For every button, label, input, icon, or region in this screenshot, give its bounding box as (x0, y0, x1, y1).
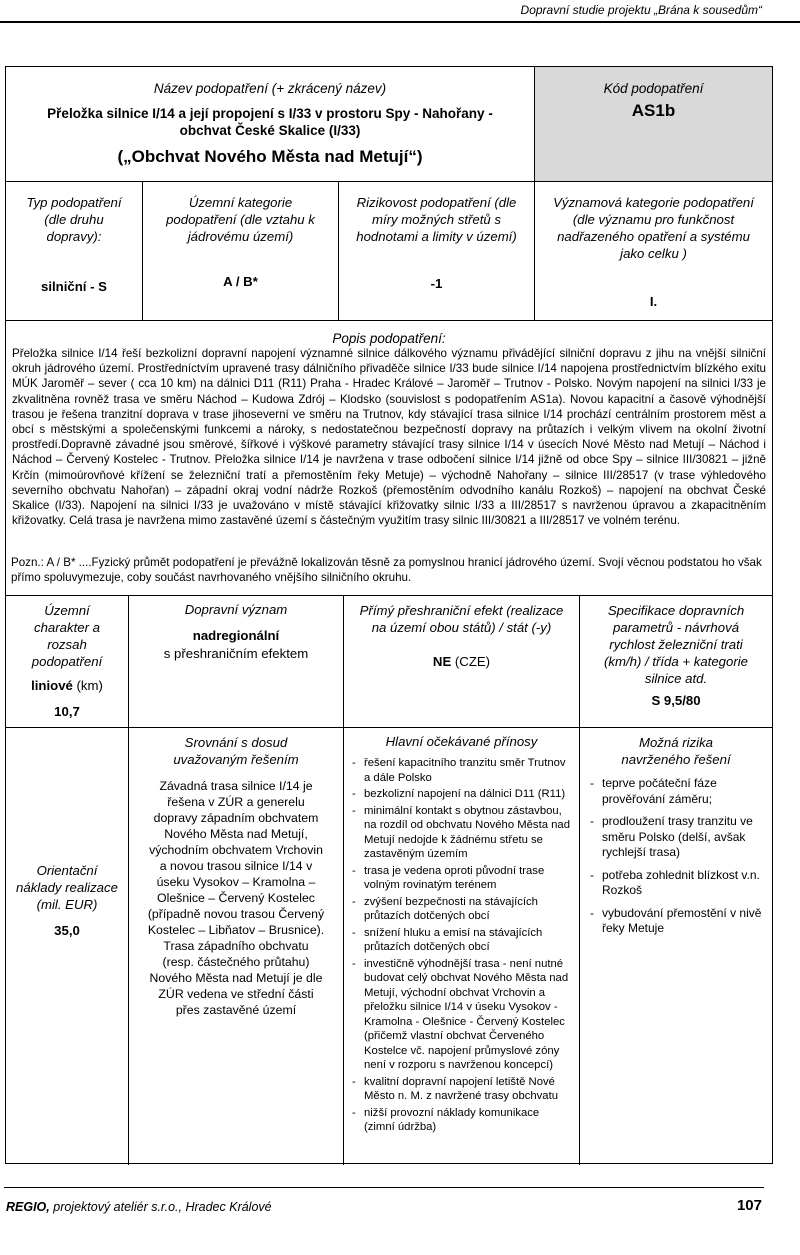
name-label: Název podopatření (+ zkrácený název) (153, 81, 387, 96)
measure-code: AS1b (631, 101, 676, 120)
transport-meaning-cell (129, 596, 343, 727)
code-cell (535, 67, 772, 181)
benefits-list (348, 756, 571, 1135)
description-heading: Popis podopatření: (332, 331, 446, 346)
crossborder-answer: NE (432, 654, 452, 669)
benefit-item: - kvalitní dopravní napojení letiště Nové Město n. M. z navržené trasy obchvatu (348, 1075, 571, 1104)
page-number: 107 (736, 1197, 762, 1214)
parameters-cell (580, 596, 772, 727)
risk-item: - vybudování přemostění v nivě řeky Metuje (580, 906, 764, 937)
comparison-cell (129, 728, 343, 1165)
risk-cell (339, 182, 534, 320)
benefit-item: - minimální kontakt s obytnou zástavbou, na rozdíl od obchvatu Nového Města nad Metují nedojde k žádnému střetu se zastavěným územím (348, 804, 571, 862)
type-cell (6, 182, 142, 320)
territorial-category-cell (143, 182, 338, 320)
benefit-item: - bezkolizní napojení na dálnici D11 (R11) (348, 787, 571, 802)
importance-cell (535, 182, 772, 320)
benefit-item: - snížení hluku a emisí na stávajících průtazích dotčených obcí (348, 926, 571, 955)
risks-cell (580, 728, 772, 1165)
territorial-character-cell (6, 596, 128, 727)
type-value: silniční - S (41, 279, 107, 294)
route-length: 10,7 (54, 704, 80, 719)
cost-cell (6, 728, 128, 1165)
crossborder-country: (CZE) (451, 654, 491, 669)
comparison-label: Srovnání s dosud uvažovaným řešením (173, 735, 299, 767)
footer-company-rest: projektový ateliér s.r.o., Hradec Králové (49, 1200, 272, 1214)
crossborder-value (344, 654, 579, 670)
footer-rule (4, 1187, 764, 1188)
transport-meaning-sub: s přeshraničním efektem (163, 646, 309, 661)
benefits-cell (344, 728, 579, 1165)
territorial-character-value (6, 678, 128, 694)
benefit-item: - zvýšení bezpečnosti na stávajících průtazích dotčených obcí (348, 895, 571, 924)
benefit-item: - řešení kapacitního tranzitu směr Trutnov a dále Polsko (348, 756, 571, 785)
risk-item: - teprve počáteční fáze prověřování záměru; (580, 776, 764, 807)
risks-list (580, 776, 764, 937)
transport-meaning-label: Dopravní význam (184, 602, 288, 617)
footer-company (6, 1200, 272, 1214)
parameters-label: Specifikace dopravních parametrů - návrhová rychlost železniční trati (km/h) / třída + kategorie silnice atd. (603, 603, 749, 686)
territorial-character-label: Územní charakter a rozsah podopatření (31, 603, 103, 669)
crossborder-label: Přímý přeshraniční efekt (realizace na území obou států) / stát (-y) (359, 603, 564, 635)
measure-table (5, 66, 773, 1164)
territorial-category-value: A / B* (223, 274, 258, 289)
code-label: Kód podopatření (603, 81, 704, 96)
benefit-item: - nižší provozní náklady komunikace (zimní údržba) (348, 1106, 571, 1135)
crossborder-cell (344, 596, 579, 727)
description-note: Pozn.: A / B* ....Fyzický průmět podopatření je převážně lokalizován těsně za pomyslnou hranicí jádrového území. Svojí věcnou podstatou ho však přímo spoluvymezuje, coby součást navrhovaného vnějšího silničního okruhu. (11, 556, 762, 585)
territorial-category-label: Územní kategorie podopatření (dle vztahu k jádrovému území) (166, 195, 315, 244)
benefits-label: Hlavní očekávané přínosy (385, 734, 538, 749)
risk-item: - prodloužení trasy tranzitu ve směru Polsko (delší, avšak rychlejší trasa) (580, 814, 764, 861)
name-cell (6, 67, 534, 181)
footer-company-name: REGIO, (6, 1200, 50, 1214)
header-rule (0, 21, 800, 23)
comparison-text: Závadná trasa silnice I/14 je řešena v ZÚR a generelu dopravy západním obchvatem Nového Města nad Metují, východním obchvatem Vrchovin a novou trasou silnice I/14 v úseku Vysokov – Kramolna – Olešnice – Červený Kostelec (případně novou trasou Červený Kostelec – Libňatov – Brusnice). Trasa západního obchvatu (resp. částečného průtahu) Nového Města nad Metují je dle ZÚR vedena ve střední části přes zastavěné území (147, 779, 325, 1017)
description-cell (6, 321, 772, 595)
risks-label: Možná rizika navrženého řešení (621, 735, 731, 767)
importance-label: Významová kategorie podopatření (dle významu pro funkčnost nadřazeného opatření a systému jako celku ) (553, 195, 754, 261)
risk-label: Rizikovost podopatření (dle míry možných střetů s hodnotami a limity v území) (356, 195, 517, 244)
type-label: Typ podopatření (dle druhu dopravy): (26, 195, 122, 244)
importance-value: I. (649, 294, 658, 309)
risk-value: -1 (430, 276, 443, 291)
cost-value: 35,0 (54, 923, 80, 938)
benefit-item: - trasa je vedena oproti původní trase volným rovinatým terénem (348, 864, 571, 893)
transport-meaning-value: nadregionální (192, 628, 280, 643)
measure-short-name: („Obchvat Nového Města nad Metují“) (117, 147, 423, 166)
risk-item: - potřeba zohlednit blízkost v.n. Rozkoš (580, 868, 764, 899)
benefit-item: - investičně výhodnější trasa - není nutné budovat celý obchvat Nového Města nad Metují, východní obchvat Vrchovin a přeložku silnice I/14 v úseku Vysokov - Kramolna - Olešnice - Červený Kostelec (přičemž vlastní obchvat Červeného Kostelce vč. napojení průmyslové zóny není v rozporu s navrženou koncepcí) (348, 957, 571, 1073)
cost-label: Orientační náklady realizace (mil. EUR) (16, 863, 118, 912)
territorial-character-unit: (km) (72, 678, 103, 693)
document-header: Dopravní studie projektu „Brána k sousedům“ (520, 3, 762, 17)
parameters-value: S 9,5/80 (651, 693, 701, 708)
description-text: Přeložka silnice I/14 řeší bezkolizní dopravní napojení významné silnice dálkového významu přivádějící silniční dopravu z jihu na vnější silniční okruh jádrového území. Prostředníctvím upravené trasy dálničního přivaděče silnice I/33 bude silnice I/14 napojena prostřednictvím blízkého exitu MÚK Jaroměř – sever ( cca 10 km) na dálnici D11 (R11) Praha - Hradec Králové – Jaroměř – Trutnov - Polsko. Novým napojení na silnici I/33 je zkvalitněna rovněž trasa ve směru Náchod – Kudowa Zdrój – Klodsko (souvislost s podopatřením AS1a). Novou kapacitní a časově výhodnější trasou je řešena tranzitní doprava v trase jihoseverní ve směru na Trutnov, kdy stávající trasa silnice I/14 prochází centrálním prostorem měst a obcí s městskými a společenskými funkcemi a nároky, s nedostatečnou bezpečností dopravy na průtazích i velkým vlivem na okolní životní prostředí.Dopravně závadné jsou směrové, šířkové i výškové parametry stávající trasy silnice I/14 v úsecích Nové Město nad Metují – Náchod i Náchod – Červený Kostelec - Trutnov. Přeložka silnice I/14 je navržena v trase odbočení silnice I/14 jižně od obce Spy – silnice III/30821 – jižně Krčín (mimoúrovňové křížení se železniční tratí a přemostěním řeky Metuje) – východně Nahořany – silnice III/28517 (v trase výhledového severního obchvatu Nahořan) – západní okraj vodní nádrže Rozkoš (přemostěním odvodního kanálu Rozkoš) – napojení na obchvat České Skalice (I/33). Napojení na silnici I/33 je uvažováno v místě stávající křižovatky silnic I/33 a III/28517 s navrženou úpravou a zkapacitněním křižovatky. Celá trasa je navržena mimo zastavěné území s částečným využitím trasy silnic III/30821 a III/28517 ve volném terénu. (12, 347, 766, 528)
measure-title: Přeložka silnice I/14 a její propojení s I/33 v prostoru Spy - Nahořany - obchvat České Skalice (I/33) (47, 106, 493, 138)
territorial-character-type: liniové (31, 678, 73, 693)
